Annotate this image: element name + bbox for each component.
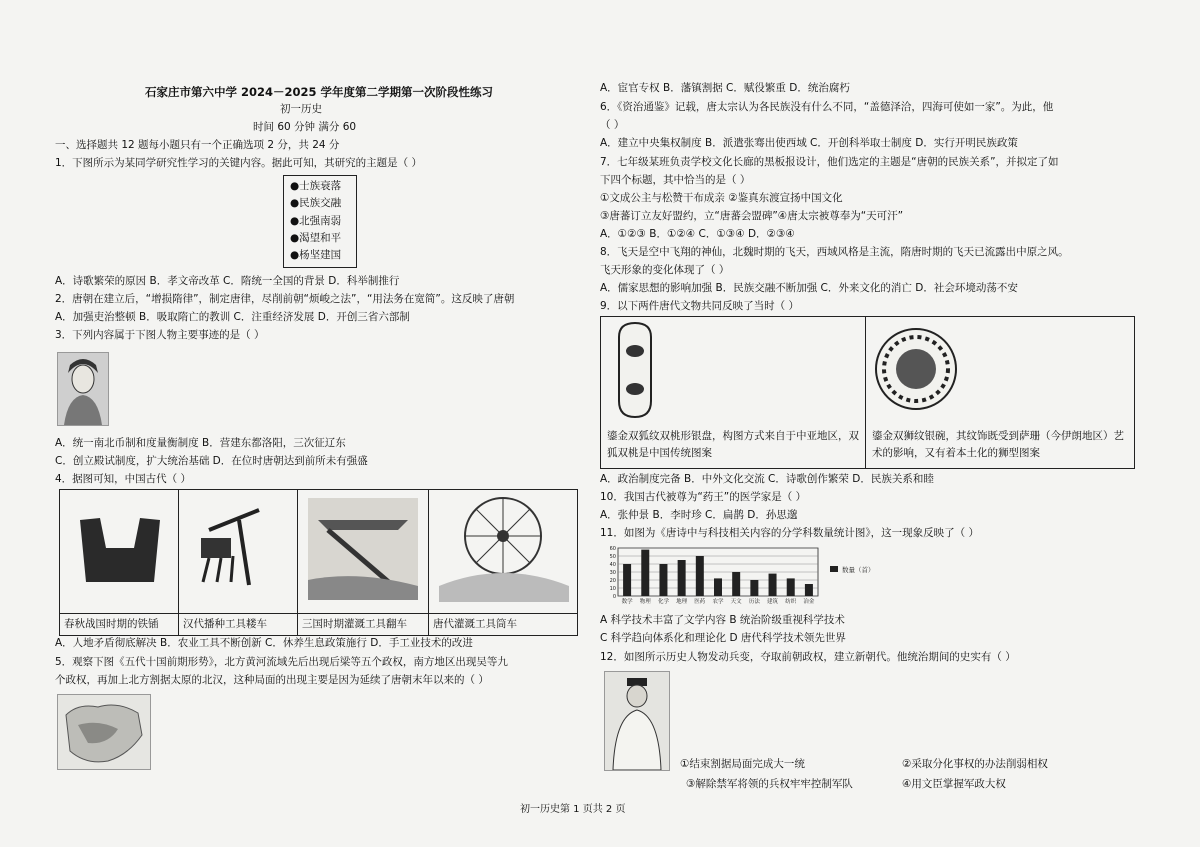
page-footer: 初一历史第 1 页共 2 页 <box>520 804 626 815</box>
chart-bar <box>678 560 686 596</box>
chart-x-tick-label: 物理 <box>639 599 651 605</box>
exam-subject: 初一历史 <box>280 103 322 115</box>
q2-options: A．加强吏治整顿 B．吸取隋亡的教训 C．注重经济发展 D．开创三省六部制 <box>55 311 410 323</box>
q12-item-4: ④用文臣掌握军政大权 <box>902 778 1006 790</box>
chart-y-tick-label: 20 <box>609 578 616 584</box>
q4-caption: 三国时期灌溉工具翻车 <box>298 614 429 636</box>
q1-stem: 1．下图所示为某同学研究性学习的关键内容。据此可知，其研究的主题是（ ） <box>55 157 423 169</box>
chart-x-tick-label: 冶金 <box>803 599 815 605</box>
chart-x-tick-label: 化学 <box>657 599 669 605</box>
q1-keyword: ●民族交融 <box>290 197 342 210</box>
q7-stem-line1: 7．七年级某班负责学校文化长廊的黑板报设计，他们选定的主题是“唐朝的民族关系”，并拟定了如 <box>600 156 1059 168</box>
chart-y-tick-label: 10 <box>609 586 616 592</box>
chart-x-tick-label: 医药 <box>694 599 706 605</box>
q5-map-image <box>57 694 151 770</box>
square-pallet-chain-pump-icon <box>298 490 428 608</box>
chart-bar <box>787 578 795 596</box>
q7-options: A．①②③ B．①②④ C．①③④ D．②③④ <box>600 228 795 240</box>
q8-options: A．儒家思想的影响加强 B．民族交融不断加强 C．外来文化的消亡 D．社会环境动荡不安 <box>600 282 1018 294</box>
q2-stem: 2．唐朝在建立后，“增损隋律”，制定唐律，尽削前朝“烦峻之法”，“用法务在宽简”。这反映了唐朝 <box>55 293 515 305</box>
q12-item-1: ①结束割据局面完成大一统 <box>680 758 805 770</box>
iron-spade-icon <box>60 490 178 608</box>
q6-stem-line2: （ ） <box>600 119 625 131</box>
q3-stem: 3．下列内容属于下图人物主要事迹的是（ ） <box>55 329 265 341</box>
q1-keyword-box <box>283 175 357 268</box>
chart-bar <box>623 564 631 596</box>
chart-y-tick-label: 60 <box>609 546 616 552</box>
q12-item-2: ②采取分化事权的办法削弱相权 <box>902 758 1048 770</box>
q8-stem-line2: 飞天形象的变化体现了（ ） <box>600 264 730 276</box>
q9-options: A．政治制度完备 B．中外文化交流 C．诗歌创作繁荣 D．民族关系和睦 <box>600 473 934 485</box>
q4-caption: 汉代播种工具耧车 <box>179 614 298 636</box>
chart-y-tick-label: 0 <box>612 594 616 600</box>
q11-options-ab: A 科学技术丰富了文学内容 B 统治阶级重视科学技术 <box>600 614 845 626</box>
chart-legend-swatch <box>830 566 838 572</box>
chart-y-tick-label: 30 <box>609 570 616 576</box>
portrait-icon <box>58 353 108 425</box>
silver-bowl-icon <box>866 317 1134 421</box>
q5-options: A．宦官专权 B．藩镇割据 C．赋役繁重 D．统治腐朽 <box>600 82 850 94</box>
q7-items-line1: ①文成公主与松赞干布成亲 ②鉴真东渡宣扬中国文化 <box>600 192 843 204</box>
q10-stem: 10．我国古代被尊为“药王”的医学家是（ ） <box>600 491 807 503</box>
chart-x-tick-label: 数学 <box>621 599 633 605</box>
chart-bar <box>659 564 667 596</box>
q4-image-cell <box>429 490 578 614</box>
chart-legend-label: 数量（首） <box>842 566 875 574</box>
q12-stem: 12．如图所示历史人物发动兵变，夺取前朝政权，建立新朝代。他统治期间的史实有（ ） <box>600 651 1016 663</box>
q12-portrait-image <box>604 671 670 771</box>
q9-right-cell <box>866 317 1135 469</box>
chart-bar <box>641 550 649 596</box>
chart-bar <box>805 584 813 596</box>
q3-portrait-image <box>57 352 109 426</box>
q10-options: A．张仲景 B．李时珍 C．扁鹊 D．孙思邈 <box>600 509 798 521</box>
q1-keyword: ●北强南弱 <box>290 214 342 227</box>
seed-drill-icon <box>179 490 297 608</box>
chart-x-tick-label: 农学 <box>712 599 724 605</box>
chart-x-tick-label: 地理 <box>676 599 688 605</box>
water-wheel-icon <box>429 490 577 608</box>
q7-items-line2: ③唐蕃订立友好盟约，立“唐蕃会盟碑”④唐太宗被尊奉为“天可汗” <box>600 210 904 222</box>
q9-left-cell <box>601 317 866 469</box>
q11-stem: 11．如图为《唐诗中与科技相关内容的分学科数量统计图》，这一现象反映了（ ） <box>600 527 979 539</box>
exam-title: 石家庄市第六中学 2024－2025 学年度第二学期第一次阶段性练习 <box>145 85 494 99</box>
q11-options-cd: C 科学趋向体系化和理论化 D 唐代科学技术领先世界 <box>600 632 846 644</box>
chart-bar <box>750 580 758 596</box>
chart-y-tick-label: 50 <box>609 554 616 560</box>
chart-x-tick-label: 建筑 <box>767 599 779 605</box>
chart-bar <box>714 578 722 596</box>
chart-x-tick-label: 历法 <box>748 599 760 605</box>
q9-left-caption: 鎏金双狐纹双桃形银盘，构图方式来自于中亚地区，双狐双桃是中国传统图案 <box>607 430 859 460</box>
q7-stem-line2: 下四个标题，其中恰当的是（ ） <box>600 174 751 186</box>
q9-stem: 9．以下两件唐代文物共同反映了当时（ ） <box>600 300 800 312</box>
q5-stem-line2: 个政权，再加上北方割据太原的北汉，这种局面的出现主要是因为延续了唐朝末年以来的（ ） <box>55 674 489 686</box>
q4-image-cell <box>179 490 298 614</box>
q4-stem: 4．据图可知，中国古代（ ） <box>55 473 192 485</box>
q9-artifact-table <box>600 316 1135 469</box>
chart-x-tick-label: 纺织 <box>785 599 797 605</box>
q4-caption: 春秋战国时期的铁锸 <box>60 614 179 636</box>
chart-bar <box>732 572 740 596</box>
q1-keyword: ●士族衰落 <box>290 180 342 192</box>
q3-options-ab: A．统一南北币制和度量衡制度 B．营建东都洛阳，三次征辽东 <box>55 437 346 449</box>
q12-item-3: ③解除禁军将领的兵权牢牢控制军队 <box>686 778 853 790</box>
q4-options: A．人地矛盾彻底解决 B．农业工具不断创新 C．休养生息政策施行 D．手工业技术的改进 <box>55 637 473 649</box>
exam-time-score: 时间 60 分钟 满分 60 <box>253 121 357 133</box>
section-heading: 一、选择题共 12 题每小题只有一个正确选项 2 分，共 24 分 <box>55 139 340 151</box>
q1-options: A．诗歌繁荣的原因 B．孝文帝改革 C．隋统一全国的背景 D．科举制推行 <box>55 275 400 287</box>
q4-caption: 唐代灌溉工具筒车 <box>429 614 578 636</box>
chart-bar <box>769 574 777 596</box>
q4-tool-table <box>59 489 578 636</box>
chart-bar <box>696 556 704 596</box>
q6-stem-line1: 6．《资治通鉴》记载，唐太宗认为各民族没有什么不同，“盖德泽洽，四海可使如一家”。为此，他 <box>600 101 1054 113</box>
q4-image-cell <box>60 490 179 614</box>
q1-keyword: ●渴望和平 <box>290 231 342 244</box>
science-poetry-bar-chart <box>600 544 900 608</box>
map-icon <box>58 695 150 769</box>
q3-options-cd: C．创立殿试制度，扩大统治基础 D．在位时唐朝达到前所未有强盛 <box>55 455 368 467</box>
q1-keyword: ●杨坚建国 <box>290 249 342 262</box>
chart-x-tick-label: 天文 <box>730 599 742 605</box>
q4-image-cell <box>298 490 429 614</box>
q5-stem-line1: 5．观察下图《五代十国前期形势》，北方黄河流域先后出现后梁等五个政权，南方地区出现吴等九 <box>55 656 508 668</box>
q6-options: A．建立中央集权制度 B．派遣张骞出使西域 C．开创科举取士制度 D．实行开明民族政策 <box>600 137 1018 149</box>
emperor-portrait-icon <box>605 672 669 770</box>
silver-plate-icon <box>601 317 865 421</box>
chart-y-tick-label: 40 <box>609 562 616 568</box>
q8-stem-line1: 8．飞天是空中飞翔的神仙，北魏时期的飞天，西域风格是主流，隋唐时期的飞天已流露出中原之风。 <box>600 246 1069 258</box>
q9-right-caption: 鎏金双狮纹银碗，其纹饰既受到萨珊（今伊朗地区）艺术的影响，又有着本土化的狮型图案 <box>872 430 1124 460</box>
